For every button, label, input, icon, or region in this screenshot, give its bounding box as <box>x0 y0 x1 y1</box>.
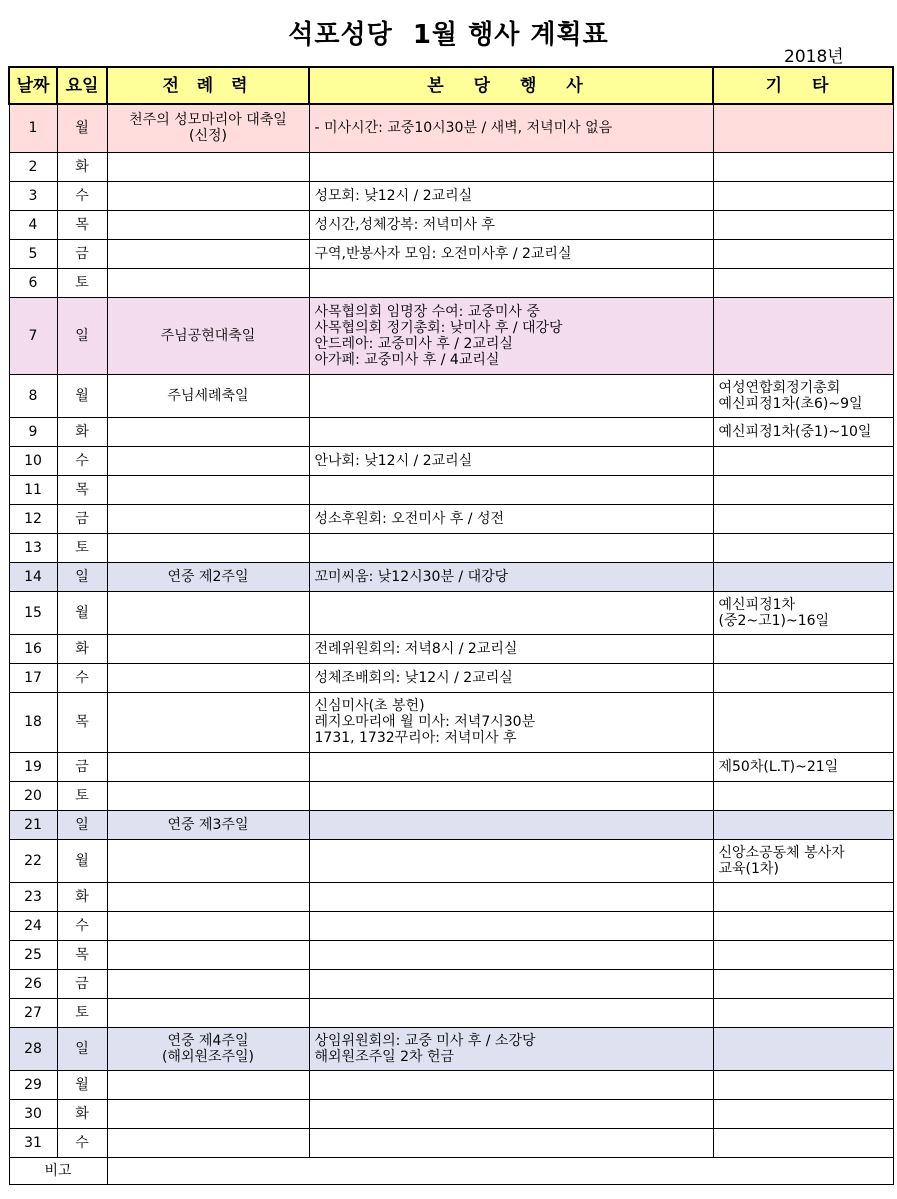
table-row <box>9 104 893 152</box>
date-cell: 9 <box>9 417 57 446</box>
table-row <box>9 663 893 692</box>
other-cell <box>713 562 893 591</box>
liturgy-cell <box>107 239 309 268</box>
day-cell: 화 <box>57 882 107 911</box>
events-cell <box>309 374 713 417</box>
date-cell: 25 <box>9 940 57 969</box>
events-cell <box>309 1099 713 1128</box>
day-cell: 일 <box>57 810 107 839</box>
day-cell: 토 <box>57 781 107 810</box>
date-cell: 3 <box>9 181 57 210</box>
events-cell: 성체조배회의: 낮12시 / 2교리실 <box>309 663 713 692</box>
other-cell <box>713 504 893 533</box>
other-cell <box>713 1099 893 1128</box>
events-cell <box>309 591 713 634</box>
events-cell <box>309 810 713 839</box>
liturgy-cell: 연중 제4주일 (해외원조주일) <box>107 1027 309 1070</box>
other-cell <box>713 104 893 152</box>
table-row <box>9 504 893 533</box>
date-cell: 21 <box>9 810 57 839</box>
date-cell: 8 <box>9 374 57 417</box>
liturgy-cell: 연중 제2주일 <box>107 562 309 591</box>
events-cell <box>309 969 713 998</box>
liturgy-cell <box>107 417 309 446</box>
events-cell: 성시간,성체강복: 저녁미사 후 <box>309 210 713 239</box>
events-cell <box>309 839 713 882</box>
other-cell <box>713 634 893 663</box>
column-header-day: 요일 <box>57 67 107 104</box>
day-cell: 화 <box>57 634 107 663</box>
date-cell: 24 <box>9 911 57 940</box>
table-row <box>9 562 893 591</box>
date-cell: 22 <box>9 839 57 882</box>
events-cell: 구역,반봉사자 모임: 오전미사후 / 2교리실 <box>309 239 713 268</box>
table-header-row <box>9 67 893 104</box>
date-cell: 6 <box>9 268 57 297</box>
events-cell <box>309 940 713 969</box>
liturgy-cell <box>107 969 309 998</box>
day-cell: 수 <box>57 1128 107 1157</box>
other-cell <box>713 268 893 297</box>
table-row <box>9 533 893 562</box>
events-cell <box>309 1128 713 1157</box>
page-title: 석포성당 1월 행사 계획표 <box>288 20 609 50</box>
date-cell: 11 <box>9 475 57 504</box>
liturgy-cell <box>107 781 309 810</box>
table-row <box>9 969 893 998</box>
liturgy-cell <box>107 504 309 533</box>
events-cell <box>309 417 713 446</box>
date-cell: 7 <box>9 297 57 374</box>
date-cell: 18 <box>9 692 57 752</box>
table-row <box>9 417 893 446</box>
table-row <box>9 1128 893 1157</box>
events-cell: 사목협의회 임명장 수여: 교중미사 중 사목협의회 정기총회: 낮미사 후 / 대강당 안드레아: 교중미사 후 / 2교리실 아가페: 교중미사 후 / 4교리실 <box>309 297 713 374</box>
table-row <box>9 998 893 1027</box>
liturgy-cell <box>107 634 309 663</box>
liturgy-cell <box>107 839 309 882</box>
day-cell: 수 <box>57 446 107 475</box>
table-row <box>9 839 893 882</box>
date-cell: 16 <box>9 634 57 663</box>
table-row <box>9 152 893 181</box>
other-cell <box>713 1070 893 1099</box>
table-row <box>9 446 893 475</box>
day-cell: 금 <box>57 752 107 781</box>
table-row <box>9 634 893 663</box>
other-cell <box>713 446 893 475</box>
day-cell: 월 <box>57 104 107 152</box>
other-cell <box>713 911 893 940</box>
events-cell: 신심미사(초 봉헌) 레지오마리애 월 미사: 저녁7시30분 1731, 1732꾸리아: 저녁미사 후 <box>309 692 713 752</box>
liturgy-cell <box>107 152 309 181</box>
note-row <box>9 1157 893 1184</box>
date-cell: 10 <box>9 446 57 475</box>
day-cell: 일 <box>57 297 107 374</box>
other-cell <box>713 781 893 810</box>
other-cell <box>713 969 893 998</box>
day-cell: 토 <box>57 268 107 297</box>
liturgy-cell <box>107 591 309 634</box>
liturgy-cell <box>107 1070 309 1099</box>
table-row <box>9 882 893 911</box>
table-row <box>9 475 893 504</box>
day-cell: 목 <box>57 692 107 752</box>
other-cell <box>713 998 893 1027</box>
schedule-table <box>8 66 894 1185</box>
day-cell: 목 <box>57 475 107 504</box>
day-cell: 금 <box>57 239 107 268</box>
events-cell: 안나회: 낮12시 / 2교리실 <box>309 446 713 475</box>
day-cell: 월 <box>57 1070 107 1099</box>
other-cell <box>713 940 893 969</box>
table-row <box>9 781 893 810</box>
liturgy-cell <box>107 475 309 504</box>
other-cell <box>713 152 893 181</box>
table-row <box>9 297 893 374</box>
liturgy-cell <box>107 268 309 297</box>
events-cell <box>309 268 713 297</box>
table-row <box>9 374 893 417</box>
date-cell: 23 <box>9 882 57 911</box>
table-row <box>9 268 893 297</box>
column-header-date: 날짜 <box>9 67 57 104</box>
other-cell: 신앙소공동체 봉사자 교육(1차) <box>713 839 893 882</box>
table-row <box>9 911 893 940</box>
events-cell: 상임위원회의: 교중 미사 후 / 소강당 해외원조주일 2차 헌금 <box>309 1027 713 1070</box>
liturgy-cell <box>107 210 309 239</box>
date-cell: 28 <box>9 1027 57 1070</box>
table-row <box>9 181 893 210</box>
date-cell: 26 <box>9 969 57 998</box>
other-cell <box>713 297 893 374</box>
date-cell: 1 <box>9 104 57 152</box>
day-cell: 목 <box>57 940 107 969</box>
liturgy-cell <box>107 692 309 752</box>
date-cell: 17 <box>9 663 57 692</box>
date-cell: 29 <box>9 1070 57 1099</box>
other-cell <box>713 181 893 210</box>
liturgy-cell: 연중 제3주일 <box>107 810 309 839</box>
liturgy-cell: 주님공현대축일 <box>107 297 309 374</box>
table-row <box>9 239 893 268</box>
other-cell <box>713 692 893 752</box>
events-cell <box>309 1070 713 1099</box>
date-cell: 5 <box>9 239 57 268</box>
liturgy-cell <box>107 181 309 210</box>
date-cell: 19 <box>9 752 57 781</box>
events-cell <box>309 998 713 1027</box>
other-cell <box>713 1027 893 1070</box>
table-row <box>9 810 893 839</box>
table-row <box>9 692 893 752</box>
day-cell: 토 <box>57 998 107 1027</box>
other-cell <box>713 1128 893 1157</box>
table-row <box>9 940 893 969</box>
events-cell: 전례위원회의: 저녁8시 / 2교리실 <box>309 634 713 663</box>
events-cell <box>309 882 713 911</box>
day-cell: 화 <box>57 152 107 181</box>
other-cell: 제50차(L.T)~21일 <box>713 752 893 781</box>
table-row <box>9 591 893 634</box>
day-cell: 목 <box>57 210 107 239</box>
table-row <box>9 210 893 239</box>
date-cell: 4 <box>9 210 57 239</box>
column-header-other: 기 타 <box>713 67 893 104</box>
events-cell <box>309 752 713 781</box>
year-label: 2018년 <box>784 47 844 67</box>
note-value <box>107 1157 893 1184</box>
events-cell <box>309 152 713 181</box>
other-cell: 여성연합회정기총회 예신피정1차(초6)~9일 <box>713 374 893 417</box>
day-cell: 일 <box>57 562 107 591</box>
other-cell <box>713 882 893 911</box>
liturgy-cell <box>107 1128 309 1157</box>
date-cell: 13 <box>9 533 57 562</box>
liturgy-cell <box>107 663 309 692</box>
liturgy-cell <box>107 998 309 1027</box>
events-cell: 성모회: 낮12시 / 2교리실 <box>309 181 713 210</box>
day-cell: 수 <box>57 181 107 210</box>
day-cell: 금 <box>57 969 107 998</box>
other-cell <box>713 533 893 562</box>
liturgy-cell <box>107 1099 309 1128</box>
events-cell: 꼬미씨움: 낮12시30분 / 대강당 <box>309 562 713 591</box>
other-cell <box>713 210 893 239</box>
date-cell: 12 <box>9 504 57 533</box>
table-row <box>9 1099 893 1128</box>
date-cell: 2 <box>9 152 57 181</box>
day-cell: 일 <box>57 1027 107 1070</box>
day-cell: 수 <box>57 911 107 940</box>
liturgy-cell <box>107 882 309 911</box>
table-row <box>9 1070 893 1099</box>
day-cell: 토 <box>57 533 107 562</box>
other-cell <box>713 810 893 839</box>
note-label: 비고 <box>9 1157 107 1184</box>
other-cell <box>713 663 893 692</box>
events-cell: - 미사시간: 교중10시30분 / 새벽, 저녁미사 없음 <box>309 104 713 152</box>
day-cell: 수 <box>57 663 107 692</box>
date-cell: 20 <box>9 781 57 810</box>
day-cell: 화 <box>57 1099 107 1128</box>
other-cell <box>713 475 893 504</box>
day-cell: 금 <box>57 504 107 533</box>
day-cell: 화 <box>57 417 107 446</box>
liturgy-cell <box>107 533 309 562</box>
liturgy-cell <box>107 911 309 940</box>
other-cell: 예신피정1차 (중2~고1)~16일 <box>713 591 893 634</box>
liturgy-cell: 천주의 성모마리아 대축일 (신정) <box>107 104 309 152</box>
column-header-events: 본 당 행 사 <box>309 67 713 104</box>
liturgy-cell <box>107 752 309 781</box>
liturgy-cell <box>107 446 309 475</box>
events-cell <box>309 781 713 810</box>
date-cell: 30 <box>9 1099 57 1128</box>
events-cell: 성소후원회: 오전미사 후 / 성전 <box>309 504 713 533</box>
date-cell: 27 <box>9 998 57 1027</box>
events-cell <box>309 911 713 940</box>
column-header-liturgy: 전 례 력 <box>107 67 309 104</box>
other-cell: 예신피정1차(중1)~10일 <box>713 417 893 446</box>
events-cell <box>309 533 713 562</box>
table-row <box>9 1027 893 1070</box>
date-cell: 14 <box>9 562 57 591</box>
day-cell: 월 <box>57 374 107 417</box>
date-cell: 31 <box>9 1128 57 1157</box>
day-cell: 월 <box>57 591 107 634</box>
liturgy-cell <box>107 940 309 969</box>
table-body <box>9 104 893 1157</box>
liturgy-cell: 주님세례축일 <box>107 374 309 417</box>
date-cell: 15 <box>9 591 57 634</box>
table-row <box>9 752 893 781</box>
events-cell <box>309 475 713 504</box>
other-cell <box>713 239 893 268</box>
day-cell: 월 <box>57 839 107 882</box>
